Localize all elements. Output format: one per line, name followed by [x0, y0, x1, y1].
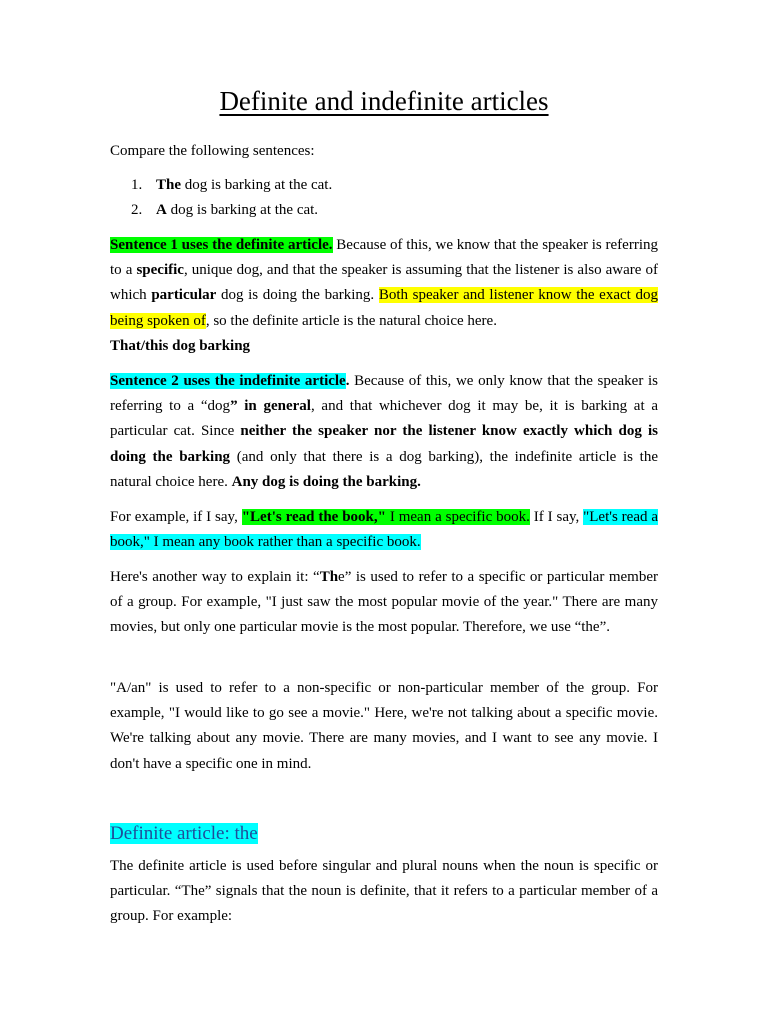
text-run: e” is used to refer to a specific or particular member of a group. For example, "I just saw the most popular movie of the year." There are many movies, but only one particular movie is the most popular. Therefore, we use “the”. [110, 569, 658, 636]
bold-run: Any dog is doing the barking. [231, 473, 421, 490]
list-number: 1. [131, 177, 143, 193]
bold-run: neither the speaker nor the listener know exactly which dog is doing the barking [110, 423, 658, 465]
list-item [131, 175, 332, 195]
list-item [131, 200, 318, 220]
bold-run: specific [136, 262, 184, 279]
list-text: dog is barking at the cat. [181, 177, 333, 193]
text-run: , unique dog, and that the speaker is assuming that the listener is also aware of which [110, 262, 659, 304]
paragraph-the [110, 565, 658, 641]
text-run: , and that whichever dog it may be, it is barking at a particular cat. Since [110, 398, 658, 440]
highlight-cyan: Definite article: the [110, 823, 258, 844]
list-number: 2. [131, 202, 143, 218]
highlight-yellow: Both speaker and listener know the exact dog being spoken of [110, 287, 658, 329]
bold-run: Th [319, 569, 339, 585]
highlight-green: I mean a specific book. [385, 509, 530, 525]
text-run: , so the definite article is the natural choice here. [205, 312, 497, 329]
intro-text: Compare the following sentences: [110, 143, 315, 159]
highlight-green-bold: "Let's read the book," [241, 509, 386, 525]
paragraph-a-an [110, 676, 658, 777]
text-run: Because of this, we only know that the speaker is referring to a “dog [110, 373, 658, 415]
highlight-cyan: "Let's read a book," I mean any book rather than a specific book. [110, 509, 659, 551]
bold-run: ” in general [230, 398, 311, 415]
list-bold-word: A [156, 202, 167, 218]
paragraph-sentence-1 [110, 233, 658, 359]
bold-run: That/this dog barking [110, 337, 251, 354]
text-run: If I say, [529, 509, 584, 525]
list-bold-word: The [156, 177, 182, 193]
list-text: dog is barking at the cat. [166, 202, 319, 218]
bold-run: . [345, 373, 350, 389]
paragraph-example [110, 505, 658, 555]
paragraph-sentence-2 [110, 369, 658, 495]
text-run: Because of this, we know that the speaker is referring to a [110, 237, 658, 279]
text-run: "A/an" is used to refer to a non-specific or non-particular member of the group. For example, "I would like to go see a movie." Here, we're not talking about a specific movie. We're talking about any movie. There are many movies, and I want to see any movie. I don't have a specific one in mind. [110, 680, 658, 772]
text-run: (and only that there is a dog barking), the indefinite article is the natural choice here. [110, 448, 658, 490]
paragraph-definite [110, 854, 658, 930]
text-run: dog is doing the barking. [216, 287, 379, 304]
highlight-cyan: Sentence 2 uses the indefinite article [110, 373, 346, 389]
bold-run: particular [151, 287, 217, 304]
text-run: The definite article is used before singular and plural nouns when the noun is specific or particular. “The” signals that the noun is definite, that it refers to a particular member of a group. For example: [110, 858, 658, 925]
document-title: Definite and indefinite articles [219, 86, 549, 116]
text-run: Here's another way to explain it: “ [110, 569, 320, 585]
text-run: For example, if I say, [110, 509, 242, 525]
section-heading [110, 822, 258, 846]
highlight-green: Sentence 1 uses the definite article. [110, 237, 333, 253]
